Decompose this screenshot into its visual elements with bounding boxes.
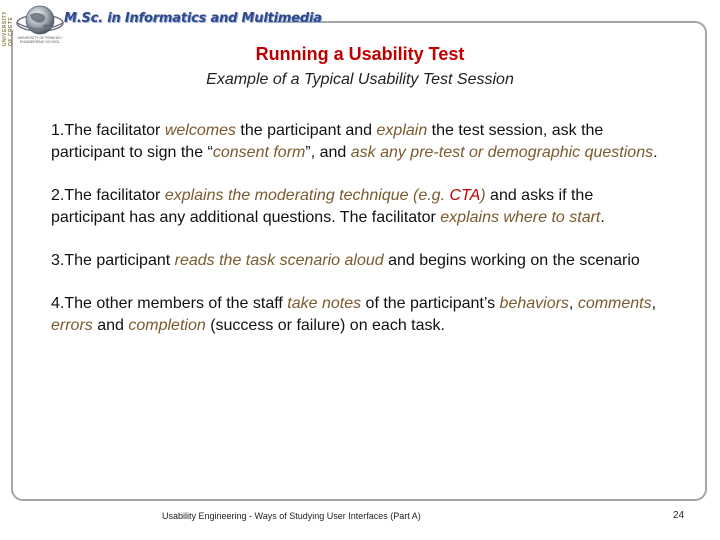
header — [0, 0, 720, 44]
step-item — [51, 293, 671, 337]
step-text: and — [92, 317, 129, 334]
step-text: (success or failure) on each task. — [205, 317, 445, 334]
step-emphasis-text: ask any pre-test or demographic questions — [350, 144, 654, 161]
step-emphasis-text: explains the moderating technique (e.g. — [164, 187, 450, 204]
slide-subtitle: Example of a Typical Usability Test Session — [206, 71, 514, 88]
step-emphasis-text: explains where to start — [440, 209, 601, 226]
step-text: , — [651, 295, 657, 312]
page-number: 24 — [673, 510, 685, 521]
step-text: , — [568, 295, 578, 312]
step-emphasis-text: errors — [51, 317, 93, 334]
side-university-label: UNIVERSITY OF CRETE — [2, 11, 14, 46]
step-text: 2.The facilitator — [51, 187, 165, 204]
step-emphasis-text: explain — [376, 122, 428, 139]
step-emphasis-text: comments — [577, 295, 652, 312]
step-text: of the participant’s — [361, 295, 500, 312]
step-text: the participant and — [235, 122, 377, 139]
steps-list — [51, 120, 671, 358]
step-emphasis-text: completion — [128, 317, 206, 334]
step-emphasis-text: CTA — [449, 187, 481, 204]
step-emphasis-text: behaviors — [499, 295, 569, 312]
step-text: the test session, ask the participant to sign the “ — [51, 122, 604, 161]
step-text: 4.The other members of the staff — [51, 295, 288, 312]
program-title: M.Sc. in Informatics and Multimedia — [64, 11, 322, 26]
step-text: . — [653, 144, 658, 161]
step-emphasis-text: consent form — [212, 144, 306, 161]
step-text: 1.The facilitator — [51, 122, 165, 139]
step-text: and asks if the participant has any additional questions. The facilitator — [51, 187, 594, 226]
step-item — [51, 120, 671, 164]
footer-text: Usability Engineering - Ways of Studying User Interfaces (Part A) — [162, 511, 421, 521]
step-item — [51, 250, 671, 272]
step-emphasis-text: ) — [480, 187, 486, 204]
step-item — [51, 185, 671, 229]
step-text: 3.The participant — [51, 252, 175, 269]
step-emphasis-text: reads the task scenario aloud — [174, 252, 384, 269]
step-emphasis-text: welcomes — [164, 122, 236, 139]
step-text: ”, and — [305, 144, 351, 161]
step-emphasis-text: take notes — [287, 295, 362, 312]
slide-title: Running a Usability Test — [255, 44, 465, 64]
logo-caption: UNIVERSITY OF PIRAEUS / ENGINEERING SCHOOL — [17, 36, 63, 44]
step-text: . — [600, 209, 605, 226]
step-text: and begins working on the scenario — [383, 252, 640, 269]
